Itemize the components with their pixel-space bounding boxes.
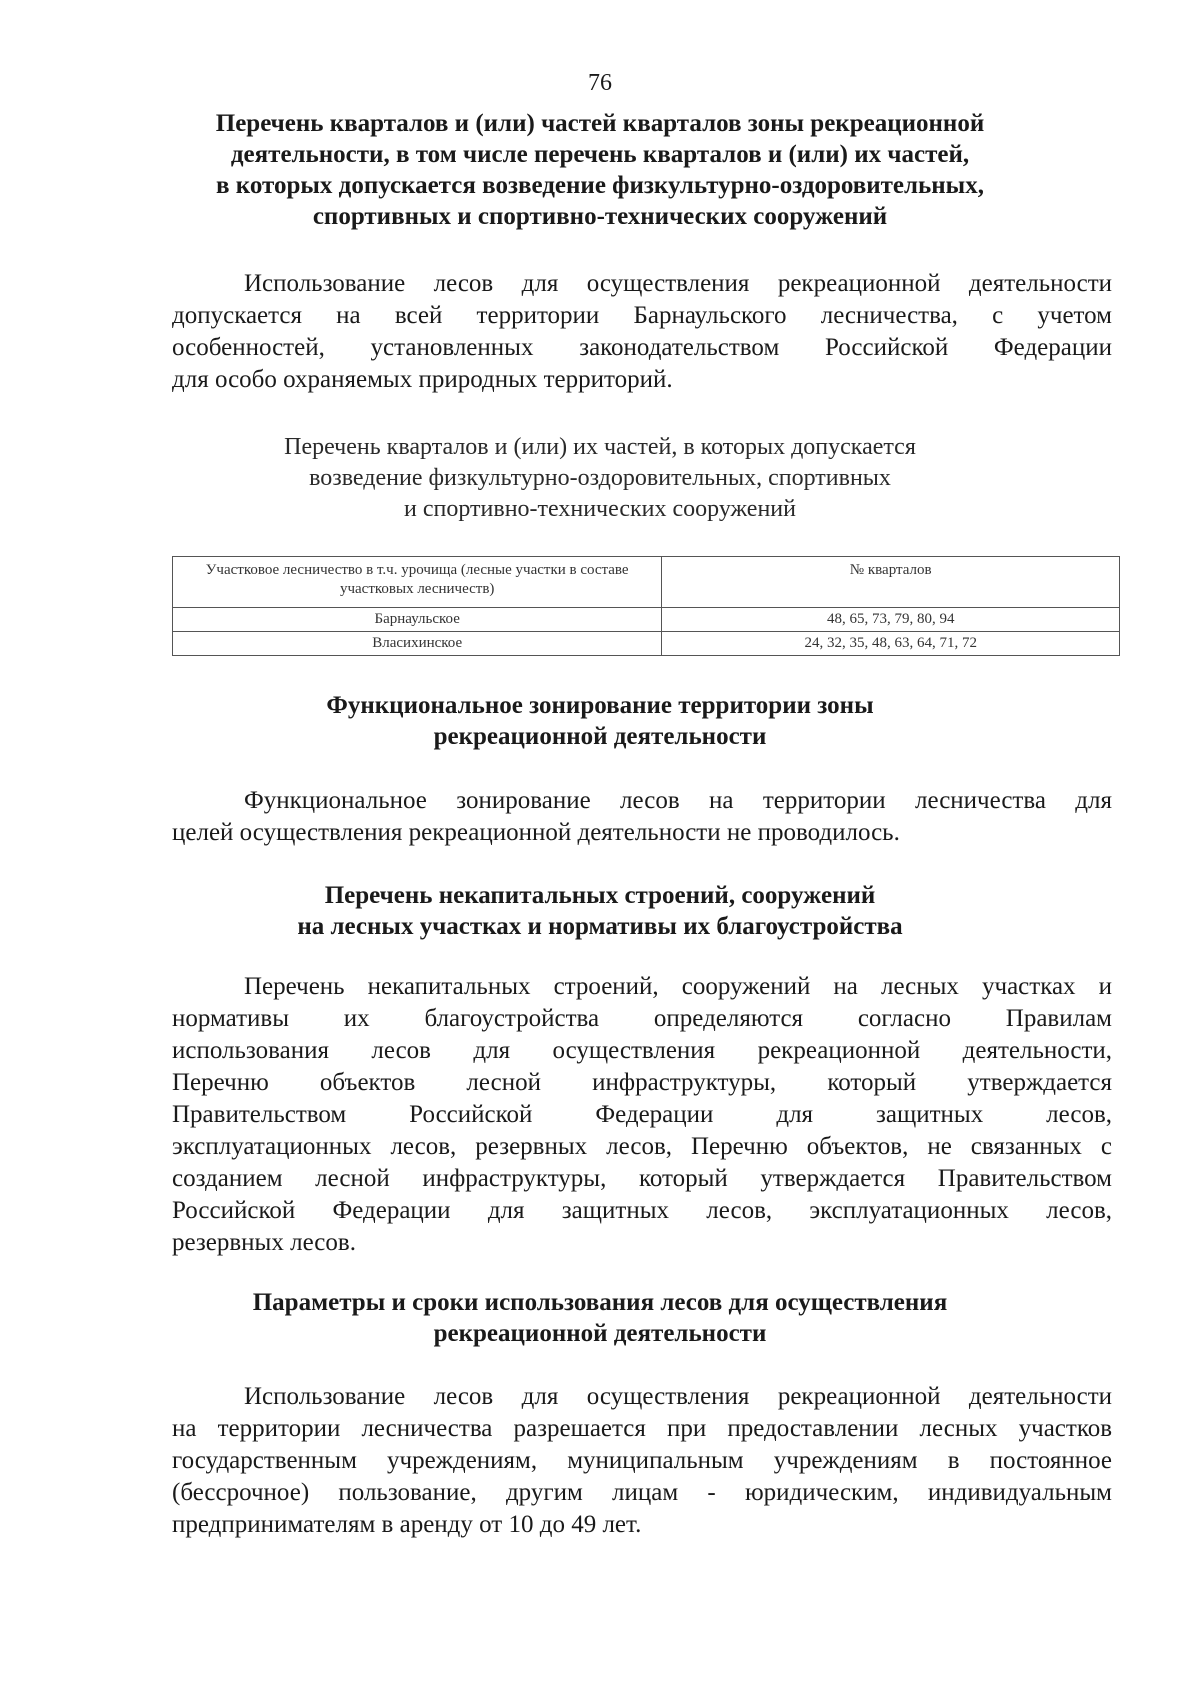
- paragraph-line: целей осуществления рекреационной деятельности не проводилось.: [172, 819, 900, 846]
- table-row: [173, 632, 1120, 656]
- paragraph-line: Правительством Российской Федерации для защитных лесов,: [172, 1101, 1112, 1128]
- section-heading-non-capital-structures: [150, 880, 1050, 942]
- section-heading-recreation-zone: [150, 108, 1050, 232]
- section-heading-usage-parameters: [150, 1287, 1050, 1349]
- header-quarter-numbers: № кварталов: [662, 557, 1120, 608]
- section-heading-functional-zoning: [150, 690, 1050, 752]
- cell-quarter-list: 48, 65, 73, 79, 80, 94: [662, 608, 1120, 632]
- heading-line: деятельности, в том числе перечень кварталов и (или) их частей,: [230, 141, 970, 168]
- paragraph-line: нормативы их благоустройства определяются согласно Правилам: [172, 1005, 1112, 1032]
- paragraph-line: особенностей, установленных законодательством Российской Федерации: [172, 334, 1112, 361]
- paragraph-line: Использование лесов для осуществления рекреационной деятельности: [244, 1383, 1112, 1410]
- paragraph-non-capital-structures: [172, 971, 1112, 1259]
- paragraph-line: Использование лесов для осуществления рекреационной деятельности: [244, 270, 1112, 297]
- paragraph-recreation-use: [172, 268, 1112, 396]
- paragraph-line: резервных лесов.: [172, 1229, 356, 1256]
- header-forestry-district: Участковое лесничество в т.ч. урочища (лесные участки в составе участковых лесничеств): [173, 557, 662, 608]
- cell-quarter-list: 24, 32, 35, 48, 63, 64, 71, 72: [662, 632, 1120, 656]
- paragraph-line: Российской Федерации для защитных лесов, эксплуатационных лесов,: [172, 1197, 1112, 1224]
- paragraph-line: созданием лесной инфраструктуры, который утверждается Правительством: [172, 1165, 1112, 1192]
- paragraph-functional-zoning: [172, 785, 1112, 849]
- heading-line: на лесных участках и нормативы их благоустройства: [297, 913, 903, 940]
- heading-line: рекреационной деятельности: [433, 723, 767, 750]
- quarters-table-container: [172, 556, 1120, 656]
- heading-line: Функциональное зонирование территории зоны: [326, 692, 874, 719]
- heading-line: рекреационной деятельности: [433, 1320, 767, 1347]
- heading-line: в которых допускается возведение физкультурно-оздоровительных,: [216, 172, 984, 199]
- paragraph-line: предпринимателям в аренду от 10 до 49 лет.: [172, 1511, 642, 1538]
- page-number: 76: [588, 70, 612, 96]
- paragraph-line: на территории лесничества разрешается при предоставлении лесных участков: [172, 1415, 1112, 1442]
- cell-forestry-name: Барнаульское: [173, 608, 662, 632]
- table-header-row: [173, 557, 1120, 608]
- paragraph-line: использования лесов для осуществления рекреационной деятельности,: [172, 1037, 1112, 1064]
- paragraph-line: для особо охраняемых природных территорий.: [172, 366, 673, 393]
- paragraph-line: государственным учреждениям, муниципальным учреждениям в постоянное: [172, 1447, 1112, 1474]
- cell-forestry-name: Власихинское: [173, 632, 662, 656]
- paragraph-line: допускается на всей территории Барнаульского лесничества, с учетом: [172, 302, 1112, 329]
- caption-line: возведение физкультурно-оздоровительных, спортивных: [309, 465, 891, 491]
- paragraph-line: Перечень некапитальных строений, сооружений на лесных участках и: [244, 973, 1112, 1000]
- heading-line: спортивных и спортивно-технических сооружений: [312, 203, 888, 230]
- table-row: [173, 608, 1120, 632]
- quarters-table: [172, 556, 1120, 656]
- heading-line: Перечень некапитальных строений, сооружений: [324, 882, 876, 909]
- paragraph-line: Перечню объектов лесной инфраструктуры, который утверждается: [172, 1069, 1112, 1096]
- paragraph-line: Функциональное зонирование лесов на территории лесничества для: [244, 787, 1112, 814]
- heading-line: Перечень кварталов и (или) частей кварталов зоны рекреационной: [215, 110, 985, 137]
- caption-line: Перечень кварталов и (или) их частей, в которых допускается: [284, 434, 916, 460]
- heading-line: Параметры и сроки использования лесов для осуществления: [252, 1289, 948, 1316]
- paragraph-line: (бессрочное) пользование, другим лицам - юридическим, индивидуальным: [172, 1479, 1112, 1506]
- table-caption: [150, 432, 1050, 525]
- paragraph-line: эксплуатационных лесов, резервных лесов, Перечню объектов, не связанных с: [172, 1133, 1112, 1160]
- caption-line: и спортивно-технических сооружений: [404, 496, 796, 522]
- paragraph-usage-parameters: [172, 1381, 1112, 1541]
